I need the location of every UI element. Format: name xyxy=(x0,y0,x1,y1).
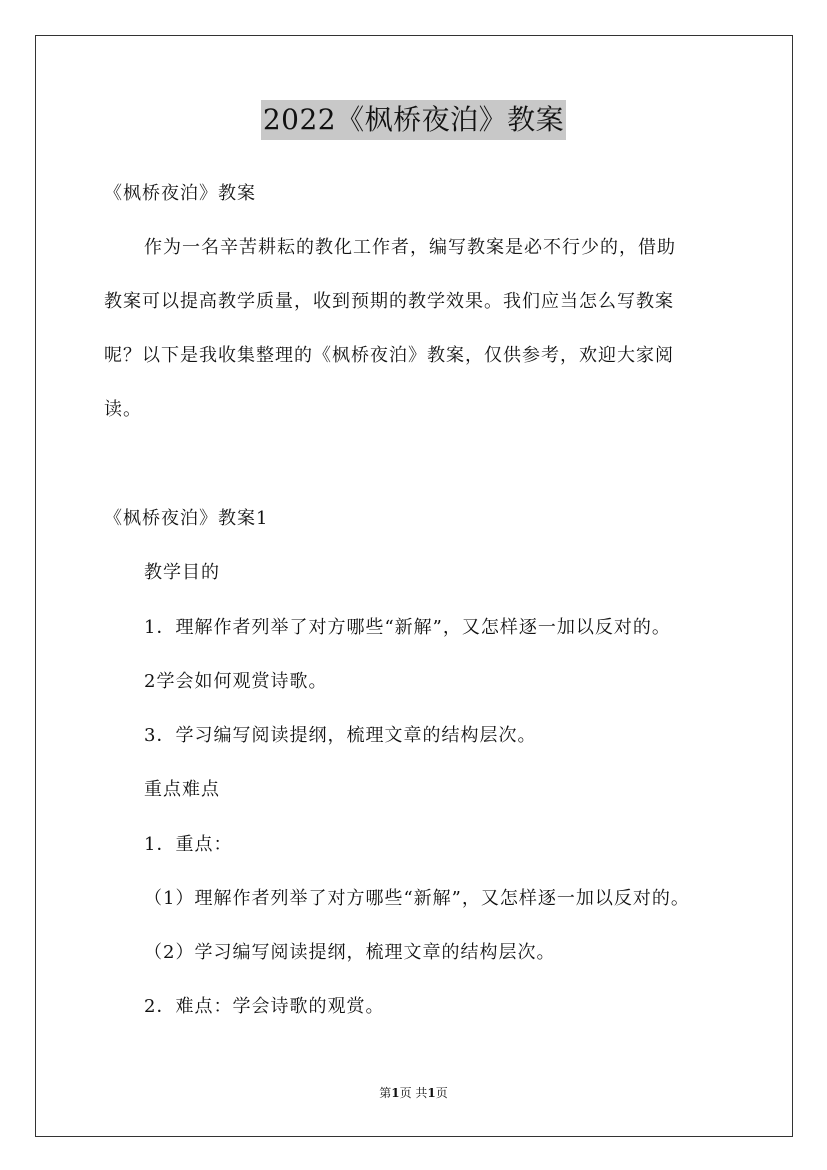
footer-page-number: 1 xyxy=(391,1086,400,1100)
footer-prefix: 第 xyxy=(379,1086,392,1100)
goals-heading: 教学目的 xyxy=(144,562,220,583)
goal-item-2: 2学会如何观赏诗歌。 xyxy=(144,671,328,692)
key-item-1: （1）理解作者列举了对方哪些“新解”，又怎样逐一加以反对的。 xyxy=(144,888,690,909)
footer-mid: 页 共 xyxy=(399,1086,428,1100)
intro-line-2: 教案可以提高教学质量，收到预期的教学效果。我们应当怎么写教案 xyxy=(104,291,674,312)
document-title: 2022《枫桥夜泊》教案 xyxy=(261,100,566,140)
key-item-2: （2）学习编写阅读提纲，梳理文章的结构层次。 xyxy=(144,942,556,963)
footer-suffix: 页 xyxy=(435,1086,448,1100)
title-container xyxy=(0,100,827,140)
section-heading: 《枫桥夜泊》教案1 xyxy=(104,508,269,529)
goal-item-3: 3．学习编写阅读提纲，梳理文章的结构层次。 xyxy=(144,725,537,746)
intro-line-4: 读。 xyxy=(104,399,142,420)
goal-item-1: 1．理解作者列举了对方哪些“新解”，又怎样逐一加以反对的。 xyxy=(144,617,671,638)
intro-line-3: 呢？以下是我收集整理的《枫桥夜泊》教案，仅供参考，欢迎大家阅 xyxy=(104,345,674,366)
difficulty-item: 2．难点：学会诗歌的观赏。 xyxy=(144,996,385,1017)
page-footer xyxy=(0,1085,827,1101)
keypoints-heading: 重点难点 xyxy=(144,779,220,800)
document-subtitle: 《枫桥夜泊》教案 xyxy=(104,183,256,204)
key-label: 1．重点： xyxy=(144,834,233,855)
footer-page-total: 1 xyxy=(427,1086,436,1100)
intro-line-1: 作为一名辛苦耕耘的教化工作者，编写教案是必不行少的，借助 xyxy=(144,237,676,258)
